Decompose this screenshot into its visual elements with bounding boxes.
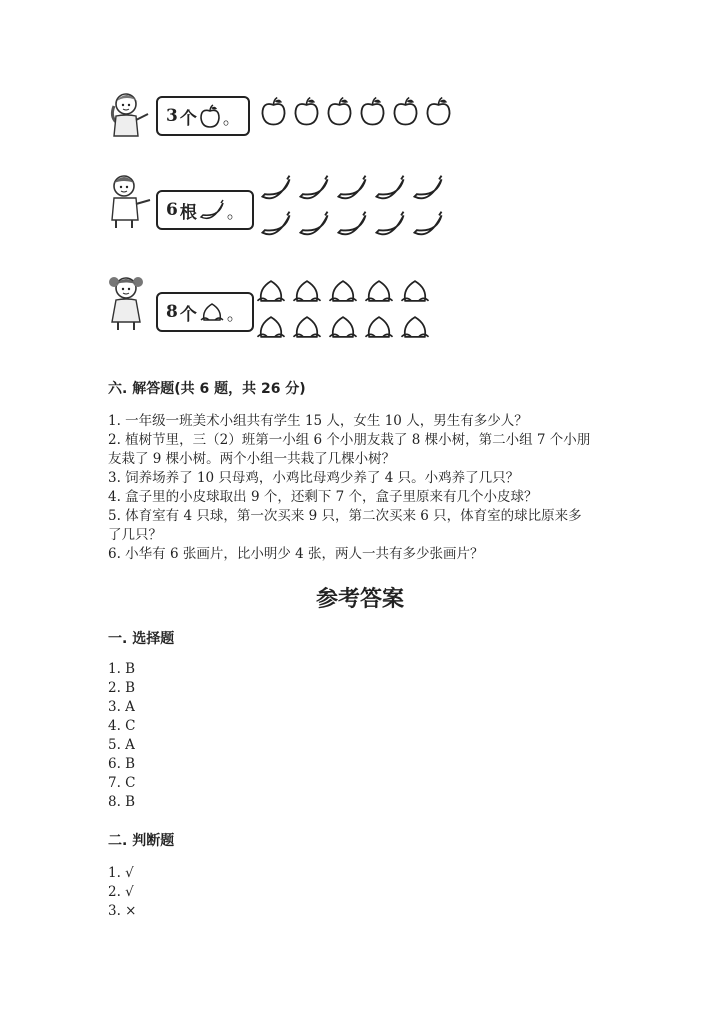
peach-icon [255, 276, 287, 306]
question-line: 了几只？ [108, 527, 162, 543]
banana-icon [199, 199, 225, 221]
banana-group [260, 174, 460, 238]
apple-icon [392, 96, 419, 126]
question-line: 3. 饲养场养了 10 只母鸡，小鸡比母鸡少养了 4 只。小鸡养了几只？ [108, 470, 520, 486]
answer-item: 3. A [108, 699, 135, 715]
peach-icon [327, 276, 359, 306]
answer-item: 1. √ [108, 865, 134, 881]
banana-icon [298, 174, 330, 202]
apple-icon [199, 104, 221, 128]
answer-item: 2. B [108, 680, 136, 696]
answer-item: 4. C [108, 718, 136, 734]
count-number: 3 [166, 106, 178, 126]
banana-icon [298, 210, 330, 238]
apple-icon [326, 96, 353, 126]
banana-icon [336, 174, 368, 202]
answers-part2-title: 二. 判断题 [108, 833, 175, 849]
answer-item: 5. A [108, 737, 135, 753]
answers-part1-list [108, 660, 136, 812]
girl-pointing-icon [100, 88, 156, 144]
question-line: 6. 小华有 6 张画片，比小明少 4 张，两人一共有多少张画片？ [108, 546, 484, 562]
peach-icon [291, 276, 323, 306]
answer-item: 6. B [108, 756, 136, 772]
answers-part1-title: 一. 选择题 [108, 631, 175, 647]
girl-with-pigtails-icon [100, 272, 156, 332]
count-bubble-peach [156, 292, 254, 332]
banana-icon [412, 210, 444, 238]
banana-icon [336, 210, 368, 238]
peach-icon [199, 300, 225, 324]
apple-group [260, 96, 460, 126]
apple-icon [425, 96, 452, 126]
answer-item: 3. × [108, 903, 137, 919]
question-line: 4. 盒子里的小皮球取出 9 个，还剩下 7 个，盒子里原来有几个小皮球？ [108, 489, 538, 505]
section6-questions [108, 412, 618, 564]
peach-icon [291, 312, 323, 342]
answer-item: 7. C [108, 775, 136, 791]
question-line: 5. 体育室有 4 只球，第一次买来 9 只，第二次买来 6 只，体育室的球比原来多 [108, 508, 582, 524]
peach-icon [363, 276, 395, 306]
peach-icon [327, 312, 359, 342]
counting-row-apples [100, 88, 460, 158]
banana-icon [412, 174, 444, 202]
answer-item: 8. B [108, 794, 136, 810]
answers-part2-list [108, 864, 136, 921]
count-unit: 根 [179, 202, 197, 223]
answer-item: 2. √ [108, 884, 134, 900]
period-mark: 。 [226, 202, 244, 223]
answer-item: 1. B [108, 661, 136, 677]
peach-icon [399, 312, 431, 342]
answers-title: 参考答案 [315, 586, 404, 612]
counting-row-peaches [100, 272, 460, 352]
period-mark: 。 [226, 304, 244, 325]
question-line: 2. 植树节里，三（2）班第一小组 6 个小朋友栽了 8 棵小树，第二小组 7 个小朋 [108, 432, 591, 448]
count-bubble-apple [156, 96, 250, 136]
counting-row-bananas [100, 170, 460, 250]
banana-icon [374, 174, 406, 202]
period-mark: 。 [222, 108, 240, 129]
apple-icon [260, 96, 287, 126]
question-line: 友栽了 9 棵小树。两个小组一共栽了几棵小树？ [108, 451, 396, 467]
count-number: 6 [166, 200, 178, 220]
peach-group [255, 276, 445, 342]
count-unit: 个 [179, 304, 197, 325]
peach-icon [255, 312, 287, 342]
peach-icon [399, 276, 431, 306]
boy-pointing-icon [100, 170, 156, 230]
apple-icon [293, 96, 320, 126]
section6-title: 六. 解答题(共 6 题，共 26 分) [108, 381, 306, 397]
count-number: 8 [166, 302, 178, 322]
banana-icon [374, 210, 406, 238]
banana-icon [260, 174, 292, 202]
peach-icon [363, 312, 395, 342]
question-line: 1. 一年级一班美术小组共有学生 15 人，女生 10 人，男生有多少人？ [108, 413, 528, 429]
count-unit: 个 [179, 108, 197, 129]
banana-icon [260, 210, 292, 238]
apple-icon [359, 96, 386, 126]
count-bubble-banana [156, 190, 254, 230]
